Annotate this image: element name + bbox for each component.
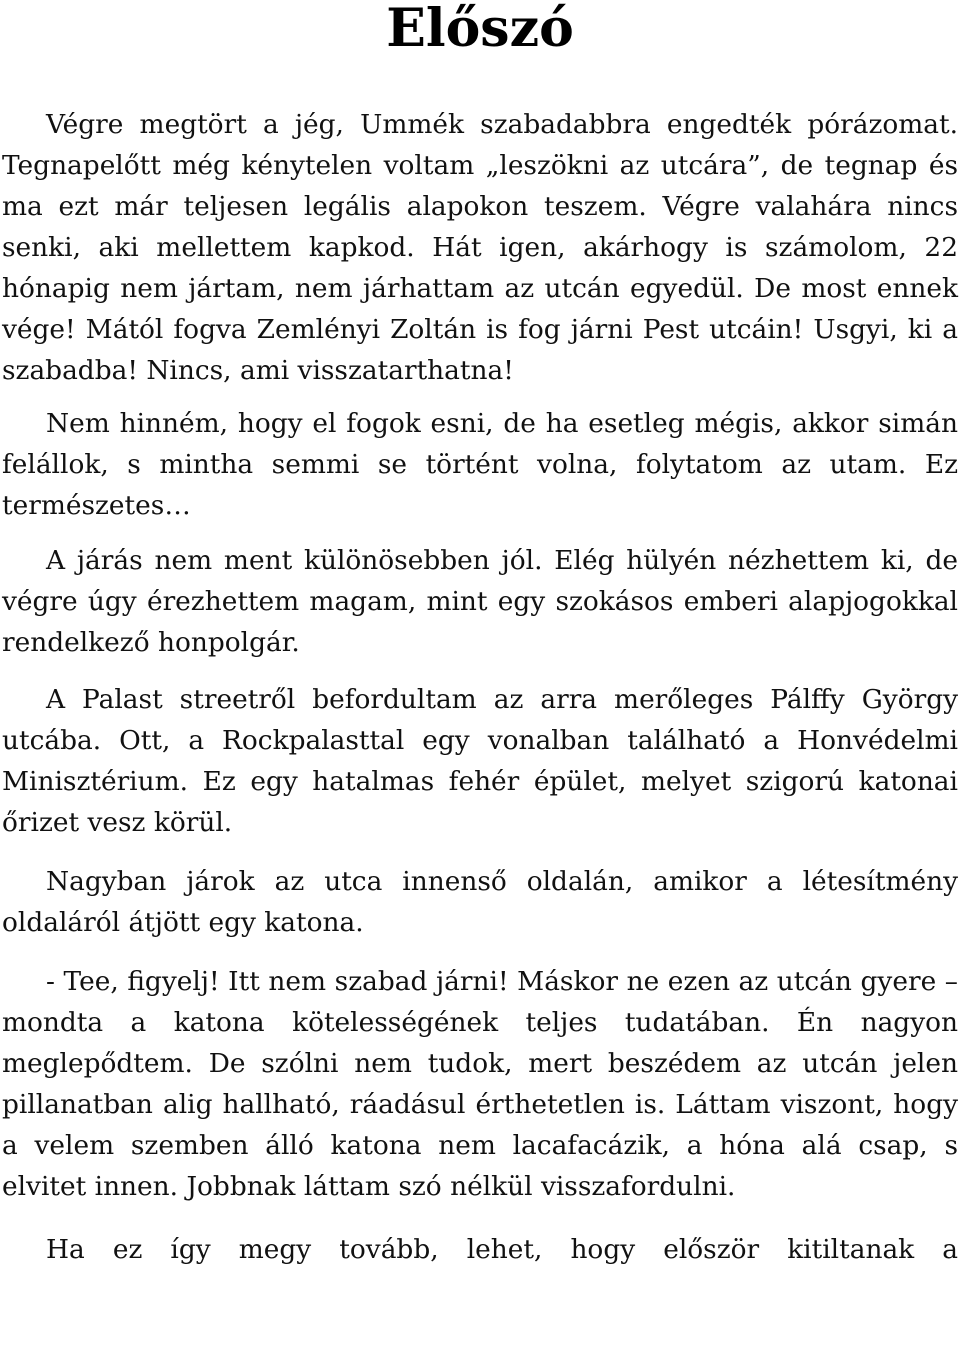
paragraph-6: - Tee, figyelj! Itt nem szabad járni! Máskor ne ezen az utcán gyere – mondta a katona kötelességének teljes tudatában. Én nagyon meglepődtem. De szólni nem tudok, mert beszédem az utcán jelen pillanatban alig hallható, ráadásul érthetetlen is. Láttam viszont, hogy a velem szemben álló katona nem lacafacázik, a hóna alá csap, s elvitet innen. Jobbnak láttam szó nélkül visszafordulni. (2, 966, 958, 1202)
paragraph-5: Nagyban járok az utca innenső oldalán, amikor a létesítmény oldaláról átjött egy katona. (2, 866, 958, 938)
paragraph-7: Ha ez így megy tovább, lehet, hogy először kitiltanak a (46, 1234, 958, 1265)
paragraph-3: A járás nem ment különösebben jól. Elég hülyén nézhettem ki, de végre úgy érezhettem magam, mint egy szokásos emberi alapjogokkal rendelkező honpolgár. (2, 545, 958, 658)
paragraph-4: A Palast streetről befordultam az arra merőleges Pálffy György utcába. Ott, a Rockpalasttal egy vonalban található a Honvédelmi Minisztérium. Ez egy hatalmas fehér épület, melyet szigorú katonai őrizet vesz körül. (2, 684, 958, 838)
paragraph-2: Nem hinném, hogy el fogok esni, de ha esetleg mégis, akkor simán felállok, s mintha semmi se történt volna, folytatom az utam. Ez természetes… (2, 408, 958, 521)
paragraph-1: Végre megtört a jég, Ummék szabadabbra engedték pórázomat. Tegnapelőtt még kénytelen voltam „leszökni az utcára”, de tegnap és ma ezt már teljesen legális alapokon teszem. Végre valahára nincs senki, aki mellettem kapkod. Hát igen, akárhogy is számolom, 22 hónapig nem jártam, nem járhattam az utcán egyedül. De most ennek vége! Mától fogva Zemlényi Zoltán is fog járni Pest utcáin! Usgyi, ki a szabadba! Nincs, ami visszatarthatna! (2, 109, 958, 386)
page-title: Előszó (386, 0, 574, 59)
